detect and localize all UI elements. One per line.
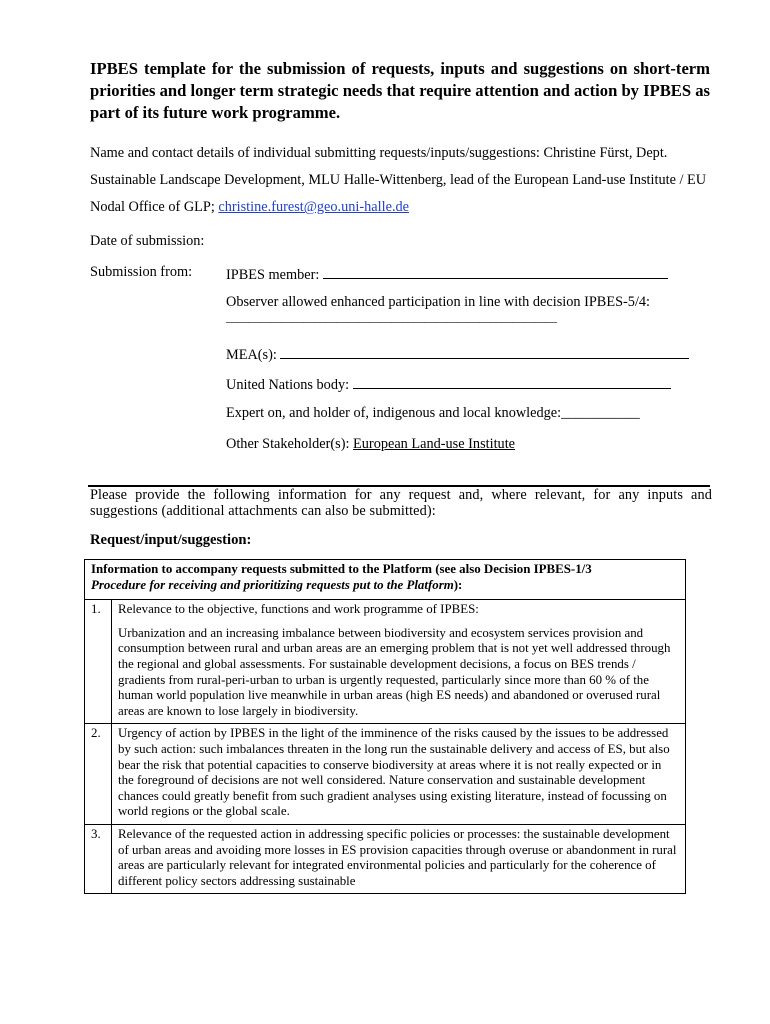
- contact-email-link[interactable]: christine.furest@geo.uni-halle.de: [218, 199, 410, 215]
- row-number: 2.: [85, 724, 112, 825]
- table-row: [85, 724, 686, 825]
- option-un-body: United Nations body:: [226, 374, 671, 394]
- row-heading: Relevance to the objective, functions and work programme of IPBES:: [118, 602, 479, 617]
- option-other-stakeholder: Other Stakeholder(s): European Land-use Institute: [226, 436, 516, 452]
- contact-details: [90, 140, 715, 221]
- option-mea: MEA(s):: [226, 344, 689, 364]
- row-body: Urbanization and an increasing imbalance between biodiversity and ecosystem services provision and consumption between rural and urban areas are an emerging problem that is not yet well addressed through the regional and global assessments. For sustainable development decisions, a focus on BES trends / gradients from rural-peri-urban to urban is urgently requested, particularly since more than 60 % of the human world population live meanwhile in urban areas (high ES needs) and abandoned or overused rural areas are known to lose largely in biodiversity.: [118, 625, 671, 718]
- document-title: IPBES template for the submission of requests, inputs and suggestions on short-term priorities and longer term strategic needs that require attention and action by IPBES as part of its future work programme.: [90, 59, 710, 122]
- un-body-field[interactable]: [353, 374, 671, 389]
- request-heading: Request/input/suggestion:: [90, 532, 252, 548]
- table-header-cell: Information to accompany requests submitted to the Platform (see also Decision IPBES-1/3 Procedure for receiving and prioritizing requests put to the Platform):: [85, 560, 686, 600]
- submission-from-label: Submission from:: [90, 264, 193, 280]
- other-stakeholder-value: European Land-use Institute: [353, 436, 516, 452]
- row-heading: Relevance of the requested action in addressing specific policies or processes: the sustainable development of urban areas and avoiding more losses in ES provision capacities through overuse or abandonment in rural areas are particularly relevant for integrated environmental policies and particularly for the coherence of different policy sectors addressing sustainable: [118, 826, 677, 888]
- row-heading: Urgency of action by IPBES in the light of the imminence of the risks caused by the issues to be addressed by such action: such imbalances threaten in the long run the sustainable delivery and access of ES, but also bear the risk that potential capacities to conserve biodiversity at areas where it is not really expected or in the foreground of decisions are not well considered. Nature conservation and sustainable development chances could greatly benefit from such gradient analyses using existing literature, instead of focussing on world regions or the global scale.: [118, 726, 670, 819]
- option-observer: Observer allowed enhanced participation in line with decision IPBES-5/4:: [226, 294, 651, 310]
- table-header-row: [85, 560, 686, 600]
- row-content: [112, 824, 686, 893]
- contact-text: Name and contact details of individual submitting requests/inputs/suggestions: Christine Fürst, Dept. Sustainable Landscape Development, MLU Halle-Wittenberg, lead of the European Land-use Institute / EU Nodal Office of GLP;: [90, 145, 707, 215]
- observer-field[interactable]: ——————————————————————————————: [226, 314, 556, 328]
- instructions-text: Please provide the following information for any request and, where relevant, for any inputs and suggestions (additional attachments can also be submitted):: [90, 487, 712, 519]
- row-content: [112, 724, 686, 825]
- row-number: 3.: [85, 824, 112, 893]
- table-row: [85, 824, 686, 893]
- row-number: 1.: [85, 600, 112, 724]
- ipbes-member-field[interactable]: [323, 264, 668, 279]
- date-of-submission-label: Date of submission:: [90, 233, 205, 249]
- request-table: [84, 559, 686, 894]
- mea-field[interactable]: [280, 344, 689, 359]
- table-row: [85, 600, 686, 724]
- option-expert: Expert on, and holder of, indigenous and local knowledge:___________: [226, 405, 640, 421]
- option-ipbes-member: IPBES member:: [226, 264, 668, 284]
- row-content: [112, 600, 686, 724]
